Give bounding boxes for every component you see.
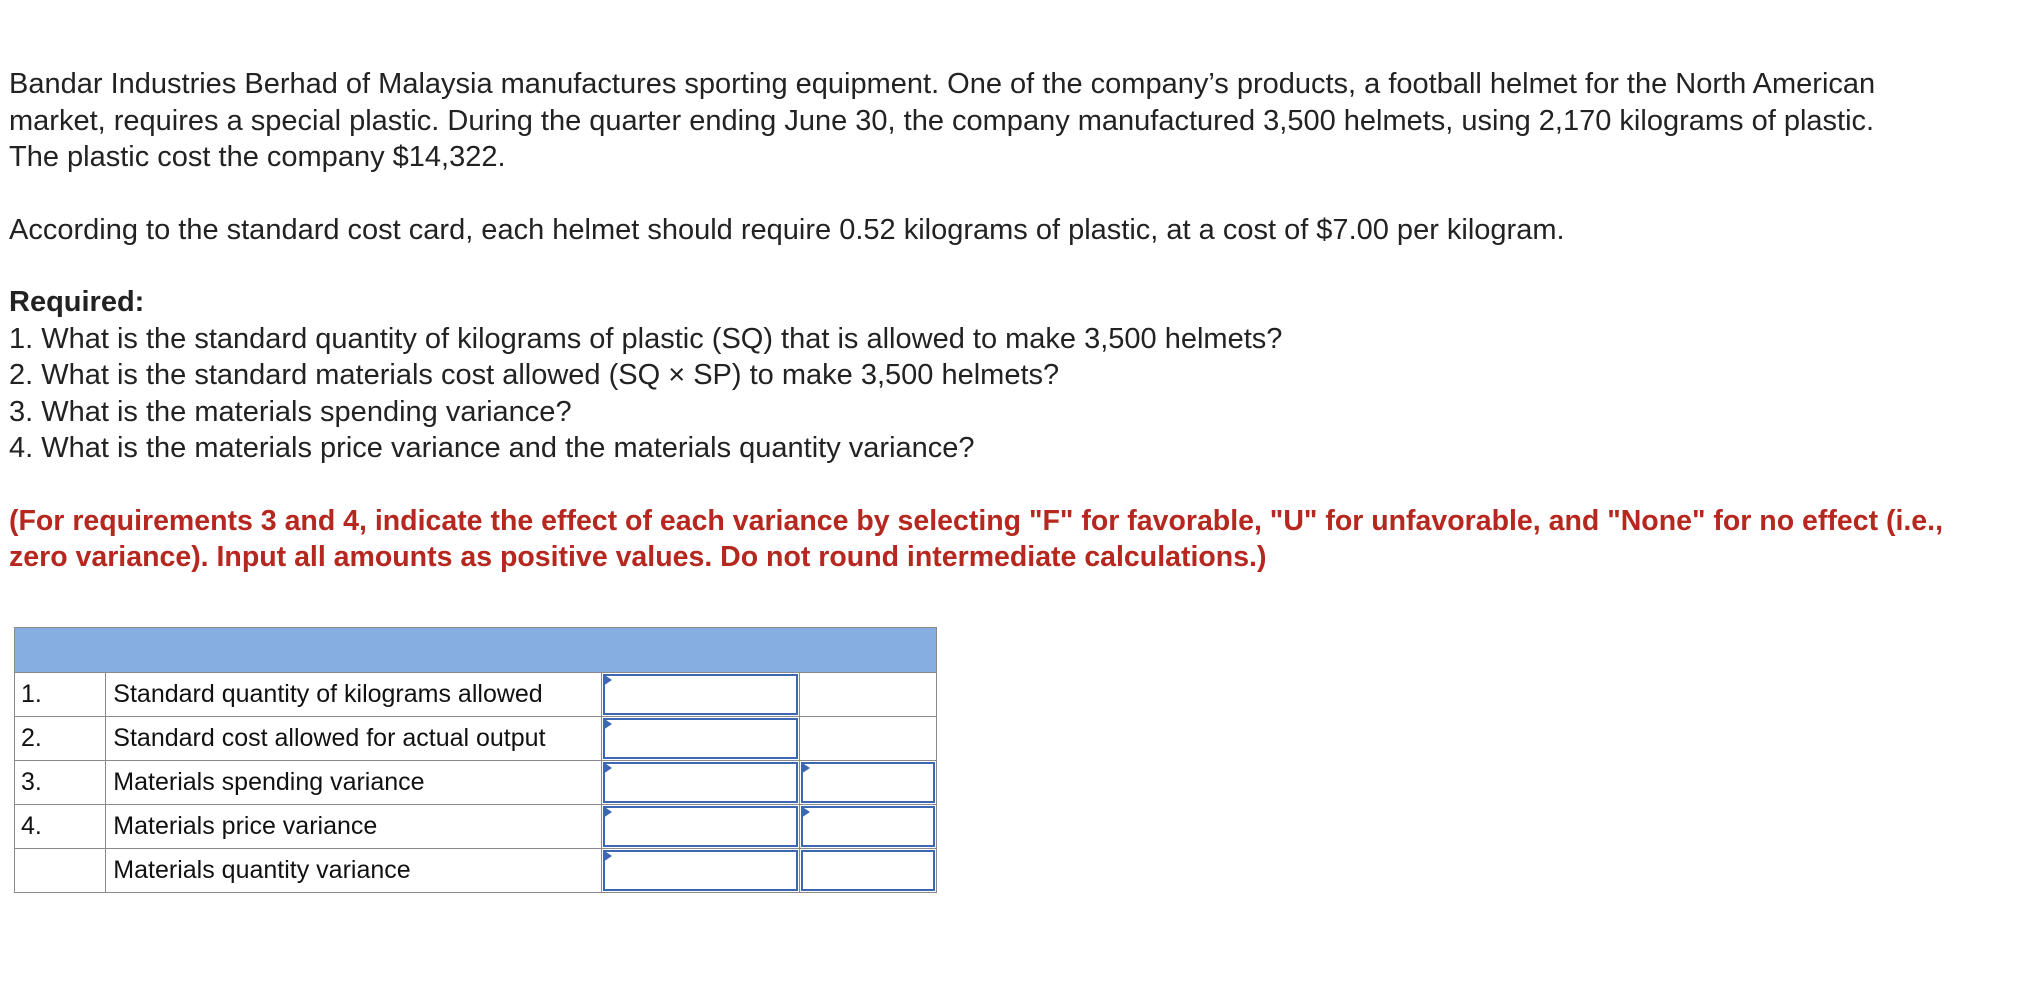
- standard-cost-text: According to the standard cost card, each helmet should require 0.52 kilograms of plastic, at a cost of $7.00 per kilogram.: [9, 213, 1565, 246]
- input-marker-icon: [603, 762, 612, 774]
- select-box[interactable]: [801, 806, 935, 847]
- input-marker-icon: [603, 718, 612, 730]
- select-box[interactable]: [801, 762, 935, 803]
- requirement-1: 1. What is the standard quantity of kilograms of plastic (SQ) that is allowed to make 3,500 helmets?: [9, 322, 1283, 355]
- standard-quantity-input[interactable]: [601, 673, 800, 717]
- table-row: [15, 717, 937, 761]
- quantity-variance-amount-input[interactable]: [601, 849, 800, 893]
- empty-cell: [800, 717, 937, 761]
- input-box[interactable]: [603, 674, 799, 715]
- input-marker-icon: [603, 850, 612, 862]
- input-box[interactable]: [603, 850, 799, 891]
- table-row: [15, 761, 937, 805]
- input-marker-icon: [603, 806, 612, 818]
- problem-intro: Bandar Industries Berhad of Malaysia manufactures sporting equipment. One of the company’s products, a football helmet for the North American market, requires a special plastic. During the quarter ending June 30, the company manufactured 3,500 helmets, using 2,170 kilograms of plastic. The plastic cost the company $14,322.: [9, 68, 1876, 173]
- input-marker-icon: [801, 806, 810, 818]
- input-box[interactable]: [603, 718, 799, 759]
- input-marker-icon: [603, 674, 612, 686]
- select-box[interactable]: [801, 850, 935, 891]
- price-variance-effect-select[interactable]: [800, 805, 937, 849]
- spending-variance-effect-select[interactable]: [800, 761, 937, 805]
- row-label: Materials spending variance: [106, 761, 601, 805]
- instructions-text: (For requirements 3 and 4, indicate the effect of each variance by selecting "F" for favorable, "U" for unfavorable, and "None" for no effect (i.e., zero variance). Input all amounts as positive values. Do not round intermediate calculations.): [9, 504, 1943, 573]
- price-variance-amount-input[interactable]: [601, 805, 800, 849]
- row-number: 2.: [15, 717, 106, 761]
- problem-statement: [9, 66, 1999, 576]
- row-number: 1.: [15, 673, 106, 717]
- table-row: [15, 849, 937, 893]
- table-row: [15, 805, 937, 849]
- empty-cell: [800, 673, 937, 717]
- standard-cost-input[interactable]: [601, 717, 800, 761]
- input-marker-icon: [801, 762, 810, 774]
- input-box[interactable]: [603, 762, 799, 803]
- row-number: 3.: [15, 761, 106, 805]
- row-label: Materials quantity variance: [106, 849, 601, 893]
- table-header-cell: [15, 628, 937, 673]
- requirements-list: [9, 321, 1999, 467]
- input-box[interactable]: [603, 806, 799, 847]
- required-heading: Required:: [9, 286, 145, 318]
- quantity-variance-effect-select[interactable]: [800, 849, 937, 893]
- requirements-block: [9, 284, 1999, 467]
- spending-variance-amount-input[interactable]: [601, 761, 800, 805]
- table-row: [15, 673, 937, 717]
- row-label: Standard quantity of kilograms allowed: [106, 673, 601, 717]
- row-label: Standard cost allowed for actual output: [106, 717, 601, 761]
- requirement-2: 2. What is the standard materials cost allowed (SQ × SP) to make 3,500 helmets?: [9, 359, 1060, 391]
- row-number: 4.: [15, 805, 106, 849]
- row-number: [15, 849, 106, 893]
- requirement-3: 3. What is the materials spending variance?: [9, 395, 572, 428]
- row-label: Materials price variance: [106, 805, 601, 849]
- answer-table: [14, 627, 937, 893]
- table-header-row: [15, 628, 937, 673]
- requirement-4: 4. What is the materials price variance and the materials quantity variance?: [9, 432, 975, 464]
